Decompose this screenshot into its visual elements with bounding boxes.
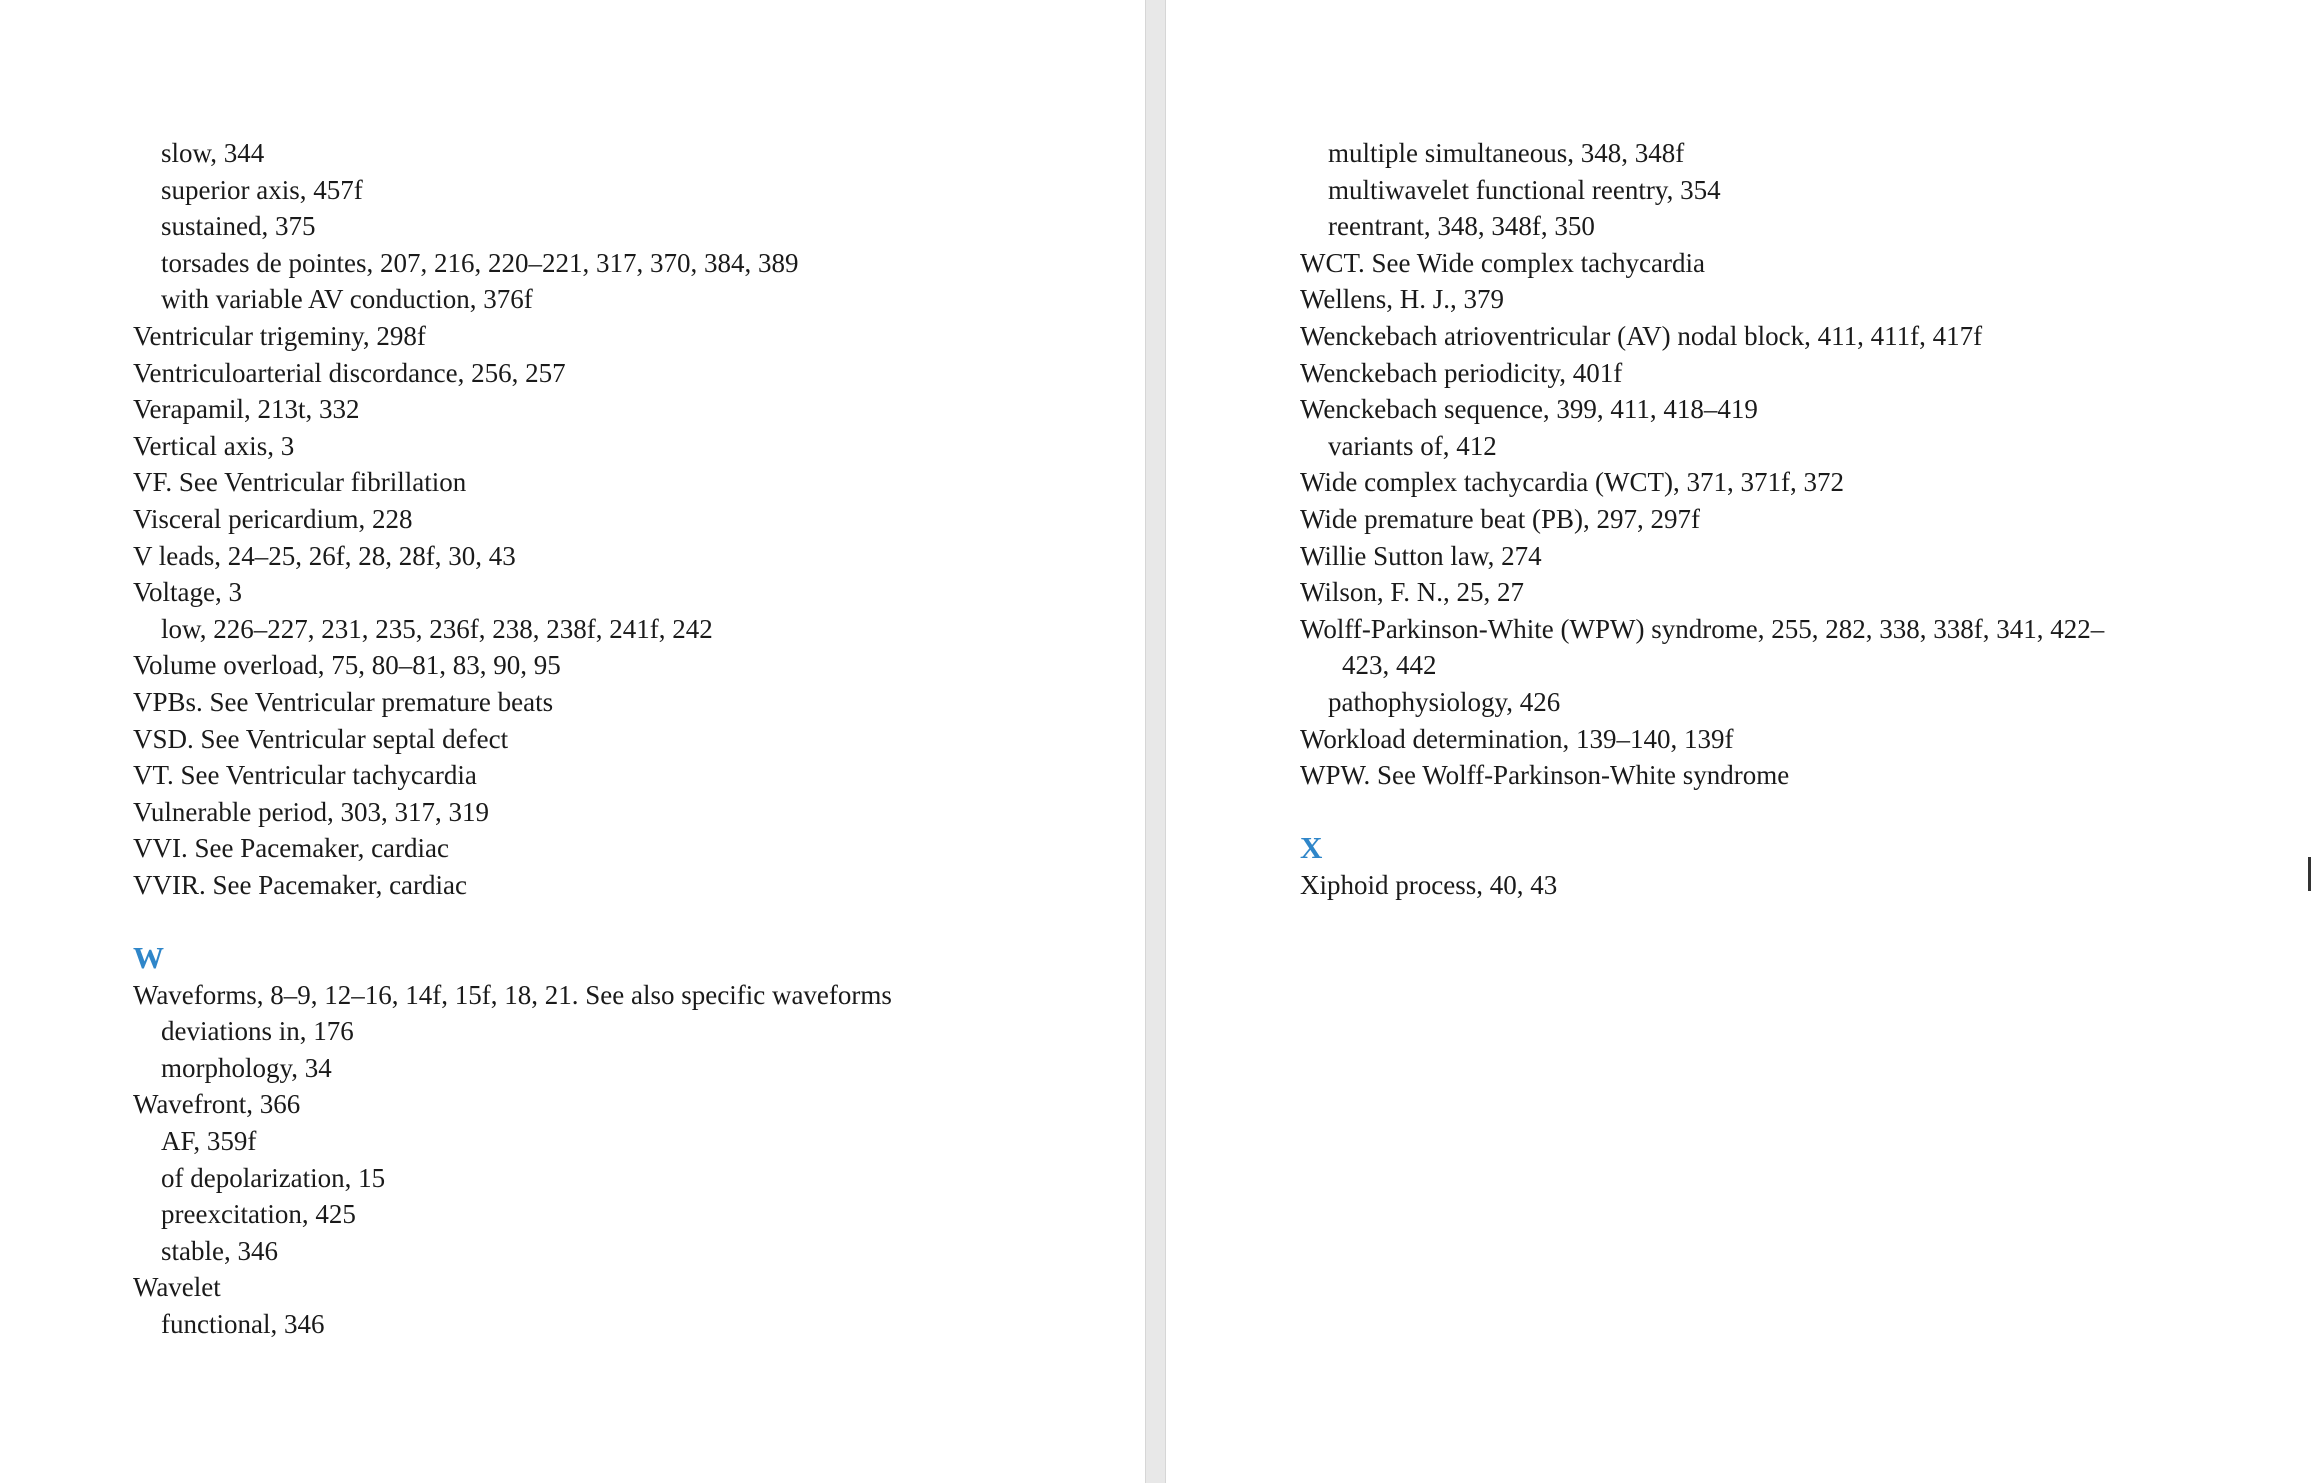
index-subentry: morphology, 34	[161, 1052, 332, 1083]
index-subentry: deviations in, 176	[161, 1016, 354, 1047]
index-entry: Voltage, 3	[133, 577, 242, 608]
index-entry: Wolff-Parkinson-White (WPW) syndrome, 255, 282, 338, 338f, 341, 422–	[1300, 613, 2105, 644]
left-page	[0, 0, 1145, 1483]
index-entry: Workload determination, 139–140, 139f	[1300, 723, 1734, 754]
index-entry: VPBs. See Ventricular premature beats	[133, 686, 554, 717]
section-letter-heading: W	[133, 940, 164, 976]
index-entry: Ventriculoarterial discordance, 256, 257	[133, 357, 566, 388]
index-entry: VVIR. See Pacemaker, cardiac	[133, 869, 468, 900]
index-entry: Willie Sutton law, 274	[1300, 540, 1542, 571]
index-subentry: of depolarization, 15	[161, 1162, 386, 1193]
index-entry: Volume overload, 75, 80–81, 83, 90, 95	[133, 650, 561, 681]
index-subentry: low, 226–227, 231, 235, 236f, 238, 238f, 241f, 242	[161, 613, 713, 644]
index-entry: Xiphoid process, 40, 43	[1300, 869, 1558, 900]
left-index-column	[133, 135, 892, 1343]
index-entry: WPW. See Wolff-Parkinson-White syndrome	[1300, 760, 1790, 791]
index-entry: Wavefront, 366	[133, 1089, 301, 1120]
index-subentry: sustained, 375	[161, 211, 316, 242]
index-entry: Wavelet	[133, 1272, 221, 1303]
index-subentry: pathophysiology, 426	[1328, 686, 1561, 717]
index-subentry: variants of, 412	[1328, 430, 1497, 461]
index-subentry: reentrant, 348, 348f, 350	[1328, 211, 1595, 242]
index-entry: V leads, 24–25, 26f, 28, 28f, 30, 43	[133, 540, 516, 571]
index-entry-continuation: 423, 442	[1342, 650, 1437, 681]
index-entry: Wenckebach atrioventricular (AV) nodal block, 411, 411f, 417f	[1300, 320, 1983, 351]
index-entry: VT. See Ventricular tachycardia	[133, 760, 477, 791]
index-entry: VSD. See Ventricular septal defect	[133, 723, 509, 754]
index-subentry: preexcitation, 425	[161, 1199, 356, 1230]
index-subentry: AF, 359f	[161, 1126, 257, 1157]
index-entry: Wenckebach sequence, 399, 411, 418–419	[1300, 394, 1758, 425]
index-entry: VF. See Ventricular fibrillation	[133, 467, 467, 498]
index-entry: Wilson, F. N., 25, 27	[1300, 577, 1525, 608]
index-subentry: superior axis, 457f	[161, 174, 363, 205]
index-entry: Wide complex tachycardia (WCT), 371, 371f, 372	[1300, 467, 1844, 498]
index-entry: Waveforms, 8–9, 12–16, 14f, 15f, 18, 21. See also specific waveforms	[133, 979, 892, 1010]
index-subentry: slow, 344	[161, 138, 265, 168]
right-index-column	[1300, 135, 2104, 903]
index-entry: Vulnerable period, 303, 317, 319	[133, 796, 490, 827]
index-subentry: functional, 346	[161, 1309, 325, 1339]
index-entry: Ventricular trigeminy, 298f	[133, 320, 426, 351]
index-subentry: with variable AV conduction, 376f	[161, 284, 533, 315]
index-entry: Wenckebach periodicity, 401f	[1300, 357, 1623, 388]
index-subentry: multiwavelet functional reentry, 354	[1328, 174, 1721, 205]
index-subentry: torsades de pointes, 207, 216, 220–221, 317, 370, 384, 389	[161, 247, 799, 278]
index-subentry: multiple simultaneous, 348, 348f	[1328, 138, 1685, 168]
page-gutter	[1145, 0, 1166, 1483]
index-entry: Visceral pericardium, 228	[133, 503, 413, 534]
index-entry: Vertical axis, 3	[133, 430, 295, 461]
index-entry: WCT. See Wide complex tachycardia	[1300, 247, 1705, 278]
section-letter-heading: X	[1300, 830, 1323, 866]
index-entry: Wide premature beat (PB), 297, 297f	[1300, 503, 1701, 534]
index-subentry: stable, 346	[161, 1235, 278, 1266]
index-entry: VVI. See Pacemaker, cardiac	[133, 833, 449, 864]
index-entry: Wellens, H. J., 379	[1300, 284, 1505, 315]
index-entry: Verapamil, 213t, 332	[133, 394, 360, 425]
right-page	[1166, 0, 2311, 1483]
